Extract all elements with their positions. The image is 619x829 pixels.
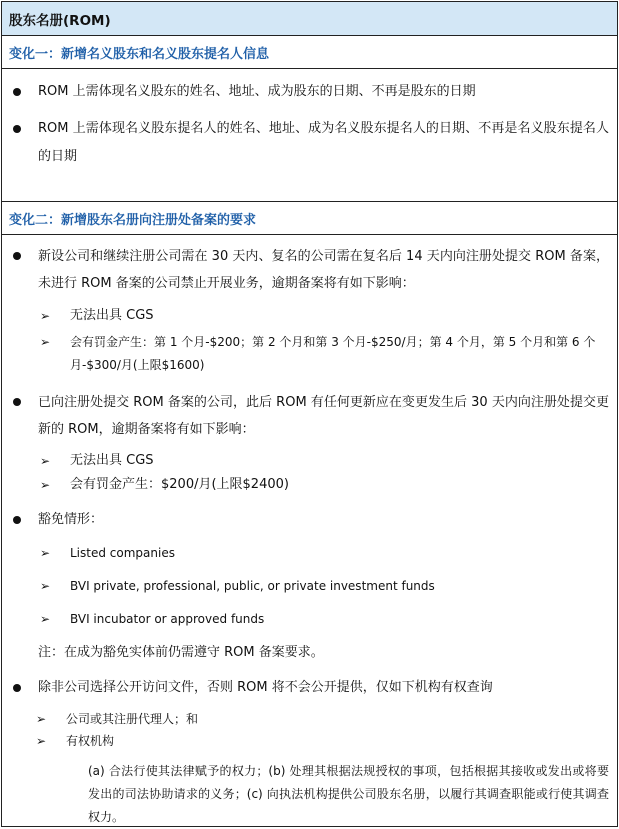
- sub-item: [2, 475, 617, 495]
- change2-heading: 变化二：新增股东名册向注册处备案的要求: [2, 202, 617, 235]
- bullet-item: [2, 389, 617, 443]
- sub-item-text: 会有罚金产生：第 1 个月-$200；第 2 个月和第 3 个月-$250/月；第 4 个月，第 5 个月和第 6 个月-$300/月(上限$1600): [70, 335, 596, 372]
- change2-section: [2, 235, 617, 829]
- arrow-bullet-icon: ➢: [36, 712, 47, 726]
- bullet-item: [2, 677, 617, 699]
- bullet-text: ROM 上需体现名义股东提名人的姓名、地址、成为名义股东提名人的日期、不再是名义股东提名人的日期: [38, 121, 609, 164]
- bullet-item: [2, 509, 617, 531]
- change1-section: [2, 69, 617, 202]
- bullet-dot-icon: [13, 88, 21, 96]
- bullet-text: ROM 上需体现名义股东的姓名、地址、成为股东的日期、不再是股东的日期: [38, 84, 476, 99]
- bullet-dot-icon: [13, 398, 21, 406]
- sub-item-text: 无法出具 CGS: [70, 453, 154, 468]
- bullet-item: [2, 79, 617, 104]
- sub-item-text: Listed companies: [70, 546, 175, 560]
- bullet-text: 新设公司和继续注册公司需在 30 天内、复名的公司需在复名后 14 天内向注册处提交 ROM 备案，未进行 ROM 备案的公司禁止开展业务，逾期备案将有如下影响：: [38, 249, 609, 291]
- sub-item-text: BVI private, professional, public, or private investment funds: [70, 579, 435, 593]
- sub-item-text: 会有罚金产生：$200/月(上限$2400): [70, 477, 289, 492]
- arrow-bullet-icon: ➢: [40, 309, 51, 323]
- sub-item-text: 公司或其注册代理人；和: [66, 712, 199, 726]
- sub-item-text: 无法出具 CGS: [70, 308, 154, 323]
- sub-item: [2, 731, 617, 751]
- bullet-text: 除非公司选择公开访问文件，否则 ROM 将不会公开提供，仅如下机构有权查询: [38, 680, 493, 695]
- arrow-bullet-icon: ➢: [40, 335, 51, 349]
- sub-item-text: 有权机构: [66, 734, 115, 748]
- bullet-text: 豁免情形：: [38, 512, 104, 527]
- bullet-text: 已向注册处提交 ROM 备案的公司，此后 ROM 有任何更新应在变更发生后 30 天内向注册处提交更新的 ROM，逾期备案将有如下影响：: [38, 395, 609, 437]
- authority-powers-paragraph: (a) 合法行使其法律赋予的权力；(b) 处理其根据法规授权的事项，包括根据其接收或发出或将要发出的司法协助请求的义务；(c) 向执法机构提供公司股东名册，以履行其调查职能或行使其调查权力。: [88, 764, 609, 824]
- bullet-dot-icon: [13, 252, 21, 260]
- sub-item: [2, 451, 617, 471]
- sub-item-text: BVI incubator or approved funds: [70, 612, 265, 626]
- bullet-dot-icon: [13, 684, 21, 692]
- sub-item: [2, 306, 617, 326]
- sub-item: [2, 543, 617, 563]
- sub-item: [2, 709, 617, 729]
- sub-item: [2, 331, 617, 377]
- bullet-item: [2, 243, 617, 297]
- arrow-bullet-icon: ➢: [40, 612, 51, 626]
- arrow-bullet-icon: ➢: [40, 546, 51, 560]
- document-table: [1, 1, 618, 827]
- arrow-bullet-icon: ➢: [40, 454, 51, 468]
- exemption-note: 注：在成为豁免实体前仍需遵守 ROM 备案要求。: [38, 645, 324, 660]
- sub-item: [2, 609, 617, 629]
- bullet-dot-icon: [13, 125, 21, 133]
- arrow-bullet-icon: ➢: [40, 579, 51, 593]
- change1-heading: 变化一：新增名义股东和名义股东提名人信息: [2, 36, 617, 69]
- arrow-bullet-icon: ➢: [40, 478, 51, 492]
- arrow-bullet-icon: ➢: [36, 734, 47, 748]
- sub-item: [2, 576, 617, 596]
- bullet-dot-icon: [13, 516, 21, 524]
- bullet-item: [2, 115, 617, 171]
- document-title: 股东名册(ROM): [2, 2, 617, 36]
